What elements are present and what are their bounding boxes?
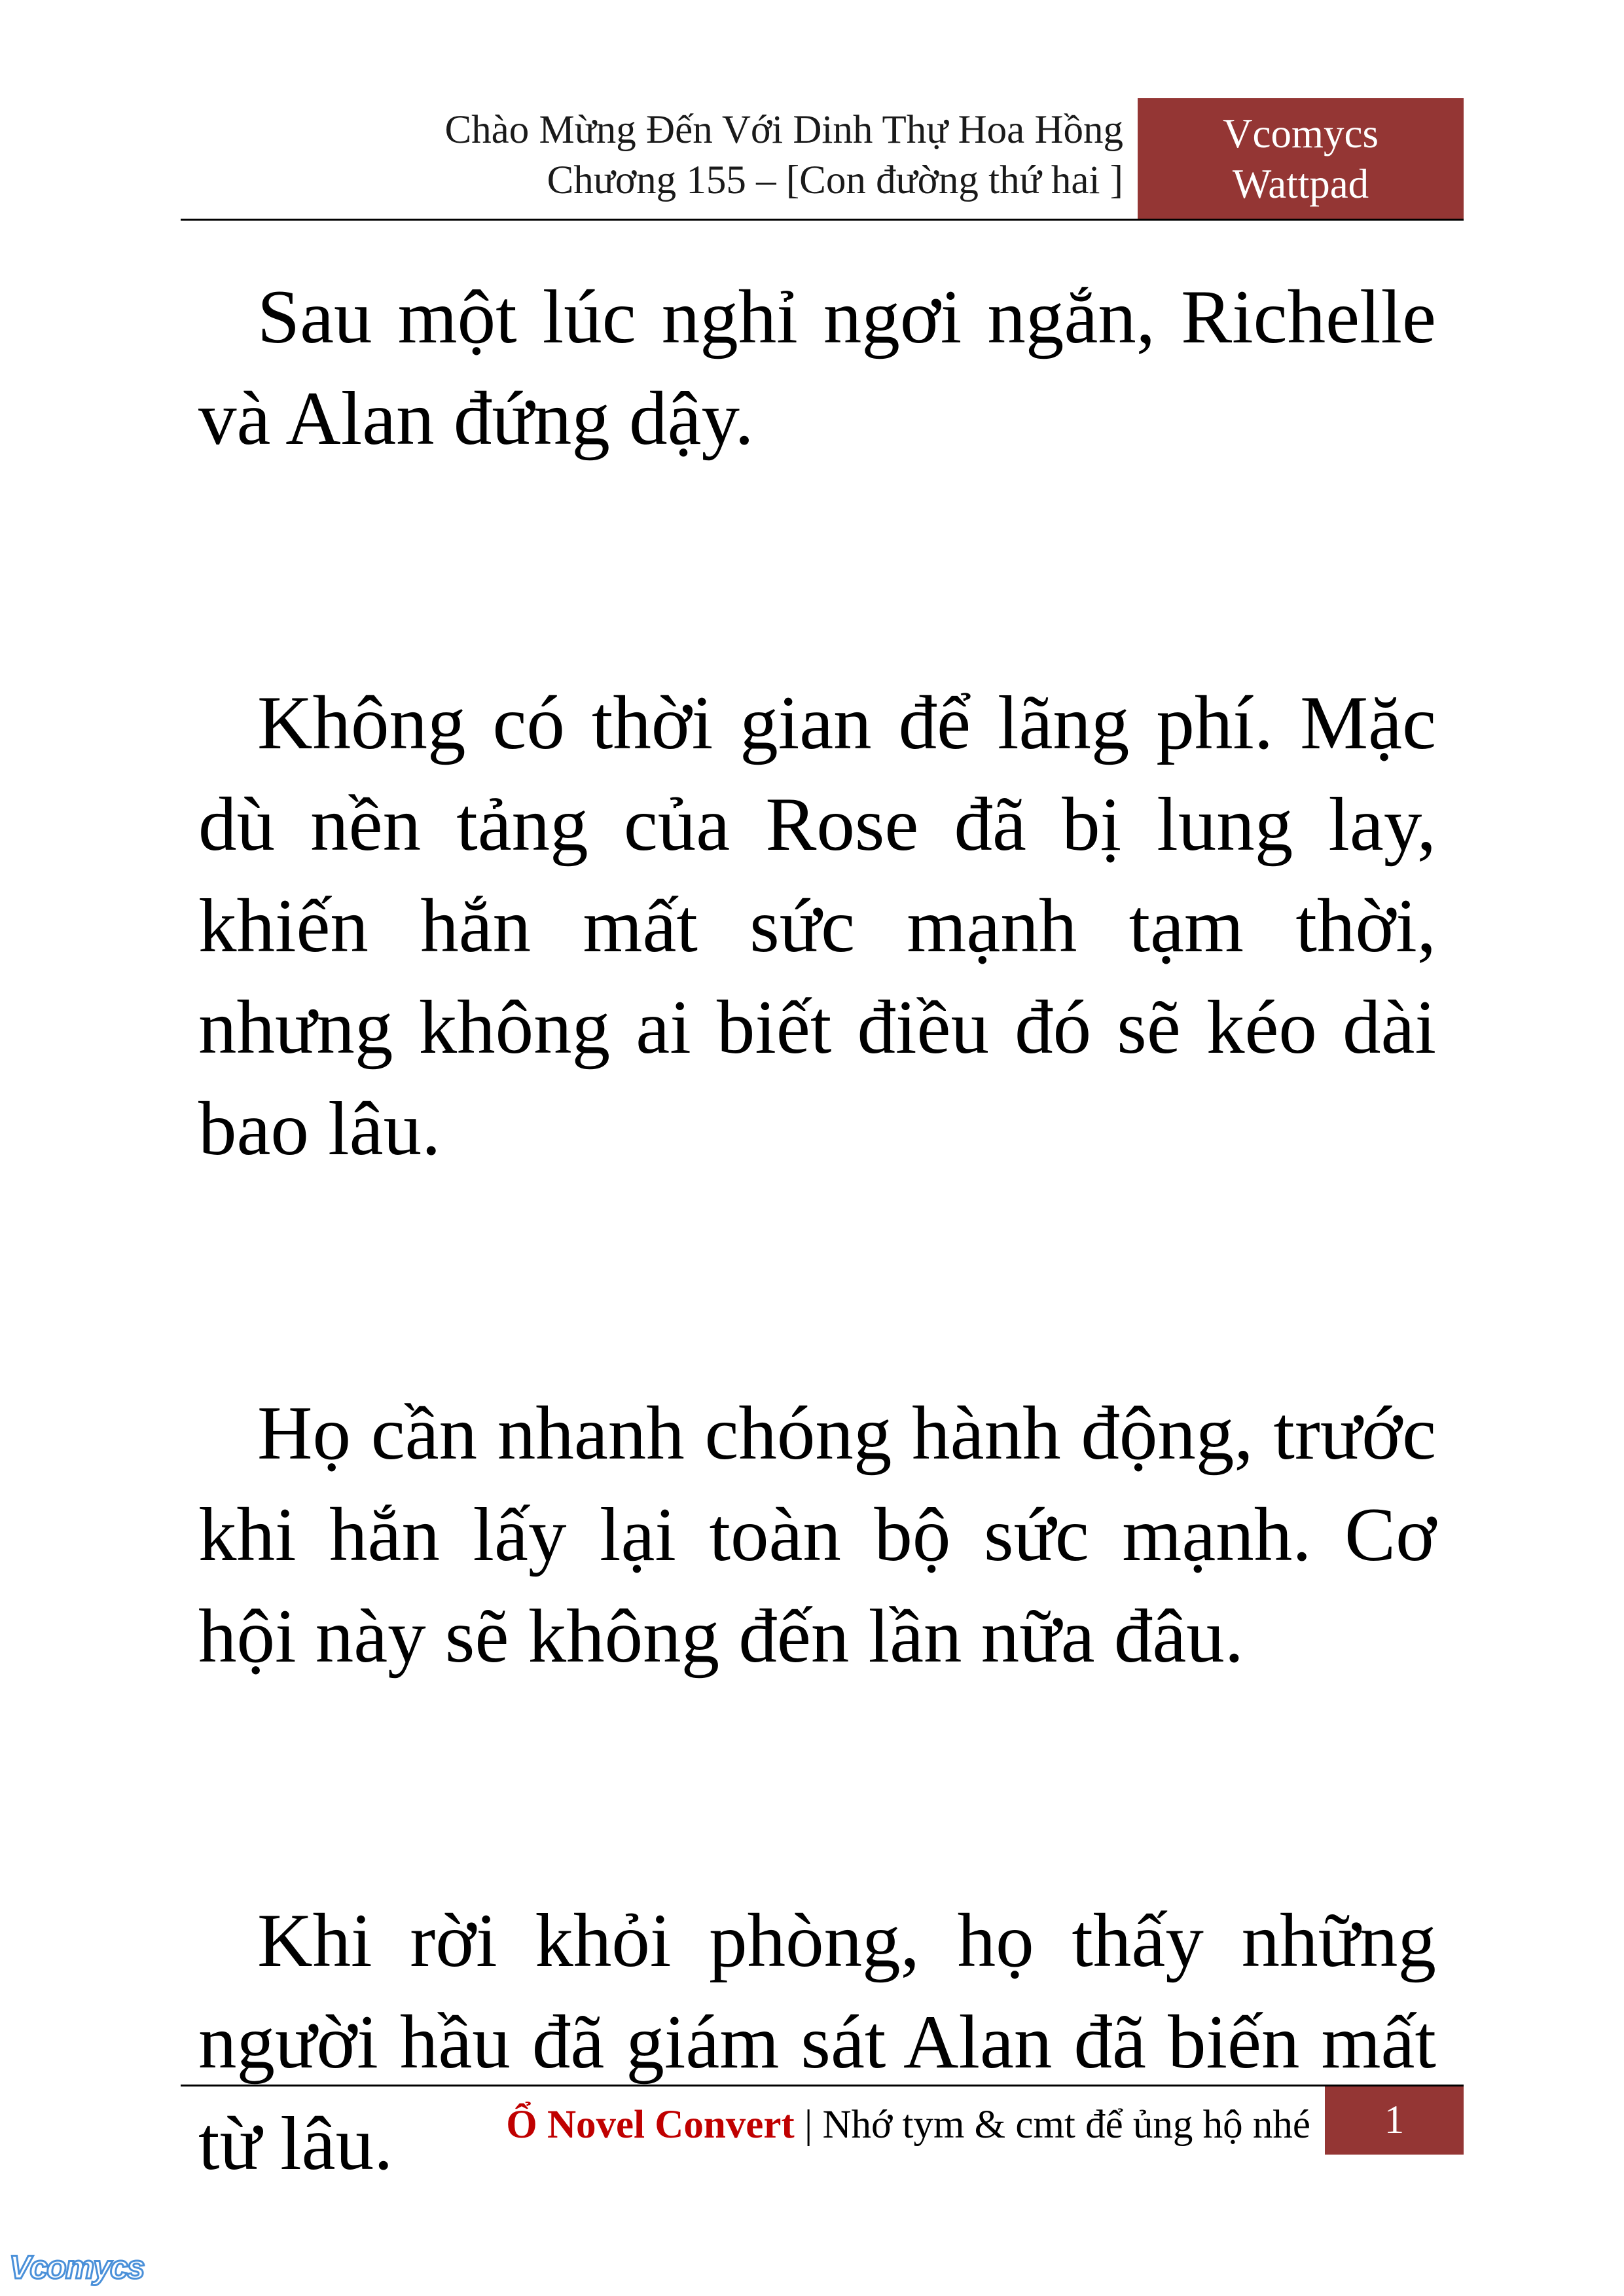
running-header: [181, 105, 1123, 206]
page-body: [198, 266, 1436, 2195]
watermark-text: Vcomycs: [9, 2249, 144, 2286]
page-number: 1: [1325, 2086, 1464, 2155]
footer-divider: [181, 2085, 1464, 2086]
paragraph-1: Sau một lúc nghỉ ngơi ngắn, Richelle và Alan đứng dậy.: [198, 275, 1436, 461]
footer: [181, 2091, 1310, 2159]
watermark-logo: [5, 2244, 169, 2290]
paragraph-2: Không có thời gian để lãng phí. Mặc dù nền tảng của Rose đã bị lung lay, khiến hắn mất sức mạnh tạm thời, nhưng không ai biết điều đó sẽ kéo dài bao lâu.: [198, 681, 1436, 1171]
paragraph-3: Họ cần nhanh chóng hành động, trước khi hắn lấy lại toàn bộ sức mạnh. Cơ hội này sẽ không đến lần nữa đâu.: [198, 1391, 1436, 1679]
badge-line-1: Vcomycs: [1223, 111, 1379, 156]
header-divider: [181, 219, 1464, 221]
badge-line-2: Wattpad: [1232, 161, 1369, 207]
footer-brand: Ổ Novel Convert: [506, 2103, 795, 2147]
book-title: Chào Mừng Đến Với Dinh Thự Hoa Hồng: [444, 108, 1123, 152]
chapter-title: Chương 155 – [Con đường thứ hai ]: [547, 158, 1123, 202]
paragraph-4: Khi rời khỏi phòng, họ thấy những người hầu đã giám sát Alan đã biến mất từ lâu.: [198, 1899, 1436, 2186]
footer-separator: |: [804, 2103, 813, 2147]
footer-message: Nhớ tym & cmt để ủng hộ nhé: [822, 2103, 1310, 2147]
source-badge: [1138, 98, 1464, 220]
